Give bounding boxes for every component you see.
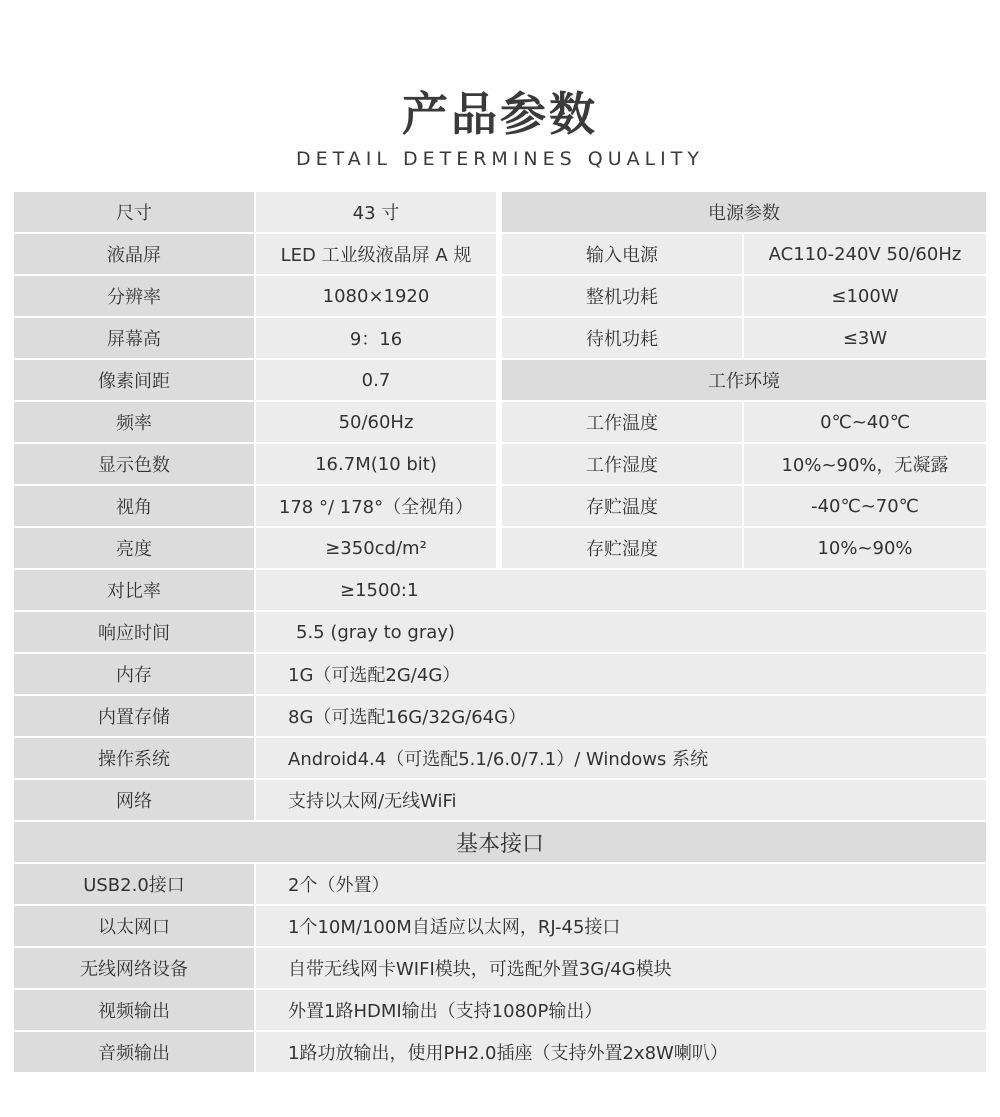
spec-label: 屏幕高	[14, 318, 254, 358]
interface-label: 无线网络设备	[14, 948, 254, 988]
environment-value: 10%~90%	[744, 528, 986, 568]
environment-header: 工作环境	[502, 360, 986, 400]
interface-label: 以太网口	[14, 906, 254, 946]
spec-value: 43 寸	[256, 192, 496, 232]
spec-label: 显示色数	[14, 444, 254, 484]
spec-label: 尺寸	[14, 192, 254, 232]
spec-label: 内置存储	[14, 696, 254, 736]
page-title: 产品参数	[402, 87, 598, 141]
environment-value: 0℃~40℃	[744, 402, 986, 442]
spec-label: 内存	[14, 654, 254, 694]
environment-label: 存贮温度	[502, 486, 742, 526]
environment-label: 工作温度	[502, 402, 742, 442]
spec-value: ≥1500:1	[256, 570, 986, 610]
spec-value: LED 工业级液晶屏 A 规	[256, 234, 496, 274]
spec-value: 5.5 (gray to gray)	[256, 612, 986, 652]
interface-label: 音频输出	[14, 1032, 254, 1072]
interface-value: 自带无线网卡WIFI模块，可选配外置3G/4G模块	[256, 948, 986, 988]
interface-value: 1路功放输出，使用PH2.0插座（支持外置2x8W喇叭）	[256, 1032, 986, 1072]
interfaces-header: 基本接口	[14, 822, 986, 862]
spec-label: 分辨率	[14, 276, 254, 316]
spec-label: 对比率	[14, 570, 254, 610]
power-value: ≤100W	[744, 276, 986, 316]
spec-value: 1G（可选配2G/4G）	[256, 654, 986, 694]
spec-value: 9：16	[256, 318, 496, 358]
spec-value: 16.7M(10 bit)	[256, 444, 496, 484]
spec-label: 亮度	[14, 528, 254, 568]
page-subtitle: DETAIL DETERMINES QUALITY	[295, 148, 704, 170]
power-header: 电源参数	[502, 192, 986, 232]
spec-label: 液晶屏	[14, 234, 254, 274]
spec-value: 0.7	[256, 360, 496, 400]
interface-value: 1个10M/100M自适应以太网，RJ-45接口	[256, 906, 986, 946]
spec-value: ≥350cd/m²	[256, 528, 496, 568]
power-label: 待机功耗	[502, 318, 742, 358]
spec-label: 响应时间	[14, 612, 254, 652]
spec-value: 支持以太网/无线WiFi	[256, 780, 986, 820]
spec-label: 网络	[14, 780, 254, 820]
spec-value: 1080×1920	[256, 276, 496, 316]
spec-value: Android4.4（可选配5.1/6.0/7.1）/ Windows 系统	[256, 738, 986, 778]
interface-value: 2个（外置）	[256, 864, 986, 904]
interface-label: 视频输出	[14, 990, 254, 1030]
interface-label: USB2.0接口	[14, 864, 254, 904]
power-value: AC110-240V 50/60Hz	[744, 234, 986, 274]
environment-label: 工作湿度	[502, 444, 742, 484]
environment-value: -40℃~70℃	[744, 486, 986, 526]
spec-value: 50/60Hz	[256, 402, 496, 442]
spec-label: 像素间距	[14, 360, 254, 400]
power-label: 输入电源	[502, 234, 742, 274]
environment-label: 存贮湿度	[502, 528, 742, 568]
power-value: ≤3W	[744, 318, 986, 358]
spec-label: 操作系统	[14, 738, 254, 778]
spec-label: 视角	[14, 486, 254, 526]
spec-value: 8G（可选配16G/32G/64G）	[256, 696, 986, 736]
spec-value: 178 °/ 178°（全视角）	[256, 486, 496, 526]
spec-label: 频率	[14, 402, 254, 442]
interface-value: 外置1路HDMI输出（支持1080P输出）	[256, 990, 986, 1030]
environment-value: 10%~90%，无凝露	[744, 444, 986, 484]
power-label: 整机功耗	[502, 276, 742, 316]
